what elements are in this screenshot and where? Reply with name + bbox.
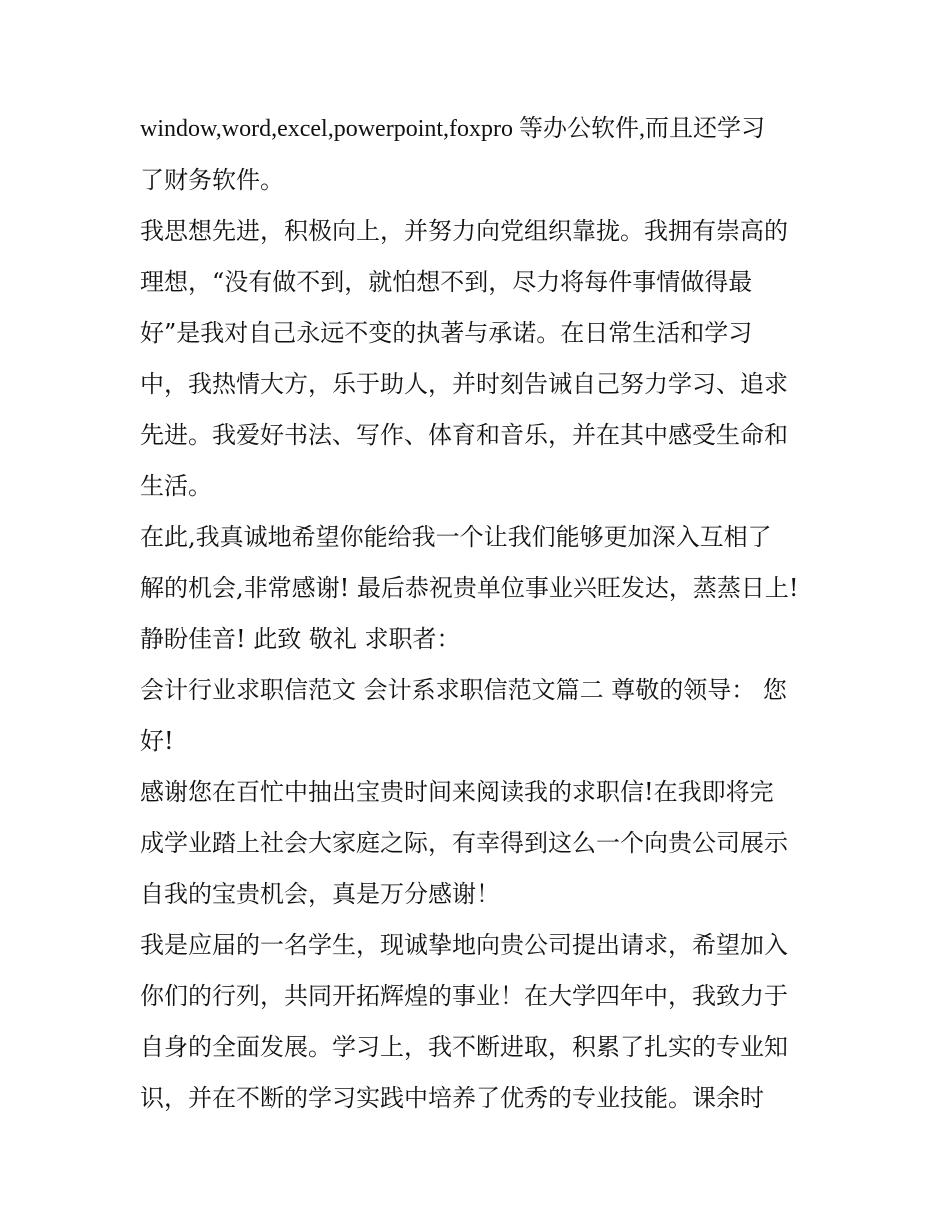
text-line: 中，我热情大方，乐于助人，并时刻告诫自己努力学习、追求 (140, 370, 788, 398)
text-line: 理想，“没有做不到，就怕想不到，尽力将每件事情做得最 (140, 268, 753, 296)
text-line: 解的机会,非常感谢! 最后恭祝贵单位事业兴旺发达，蒸蒸日上! (140, 574, 799, 602)
text-line: 自我的宝贵机会，真是万分感谢！ (140, 880, 500, 908)
text-line: 了财务软件。 (140, 166, 284, 194)
text-line: 静盼佳音! 此致 敬礼 求职者： (140, 625, 461, 653)
text-line: 好”是我对自己永远不变的执著与承诺。在日常生活和学习 (140, 319, 753, 347)
text-line: 识，并在不断的学习实践中培养了优秀的专业技能。课余时 (140, 1084, 764, 1112)
text-line: 成学业踏上社会大家庭之际，有幸得到这么一个向贵公司展示 (140, 829, 788, 857)
text-line: 我思想先进，积极向上，并努力向党组织靠拢。我拥有崇高的 (140, 217, 788, 245)
text-line: 感谢您在百忙中抽出宝贵时间来阅读我的求职信!在我即将完 (140, 778, 774, 806)
text-line: 先进。我爱好书法、写作、体育和音乐，并在其中感受生命和 (140, 421, 788, 449)
text-line: 我是应届的一名学生，现诚挚地向贵公司提出请求，希望加入 (140, 931, 788, 959)
text-line: 在此,我真诚地希望你能给我一个让我们能够更加深入互相了 (140, 523, 772, 551)
text-line: window,word,excel,powerpoint,foxpro 等办公软件,而且还学习 (140, 116, 766, 142)
document-body (140, 104, 820, 1124)
text-line: 你们的行列，共同开拓辉煌的事业！在大学四年中，我致力于 (140, 982, 788, 1010)
text-line: 生活。 (140, 472, 212, 500)
text-line: 自身的全面发展。学习上，我不断进取，积累了扎实的专业知 (140, 1033, 788, 1061)
text-line: 好! (140, 727, 174, 755)
text-line: 会计行业求职信范文 会计系求职信范文篇二 尊敬的领导： 您 (140, 676, 787, 704)
